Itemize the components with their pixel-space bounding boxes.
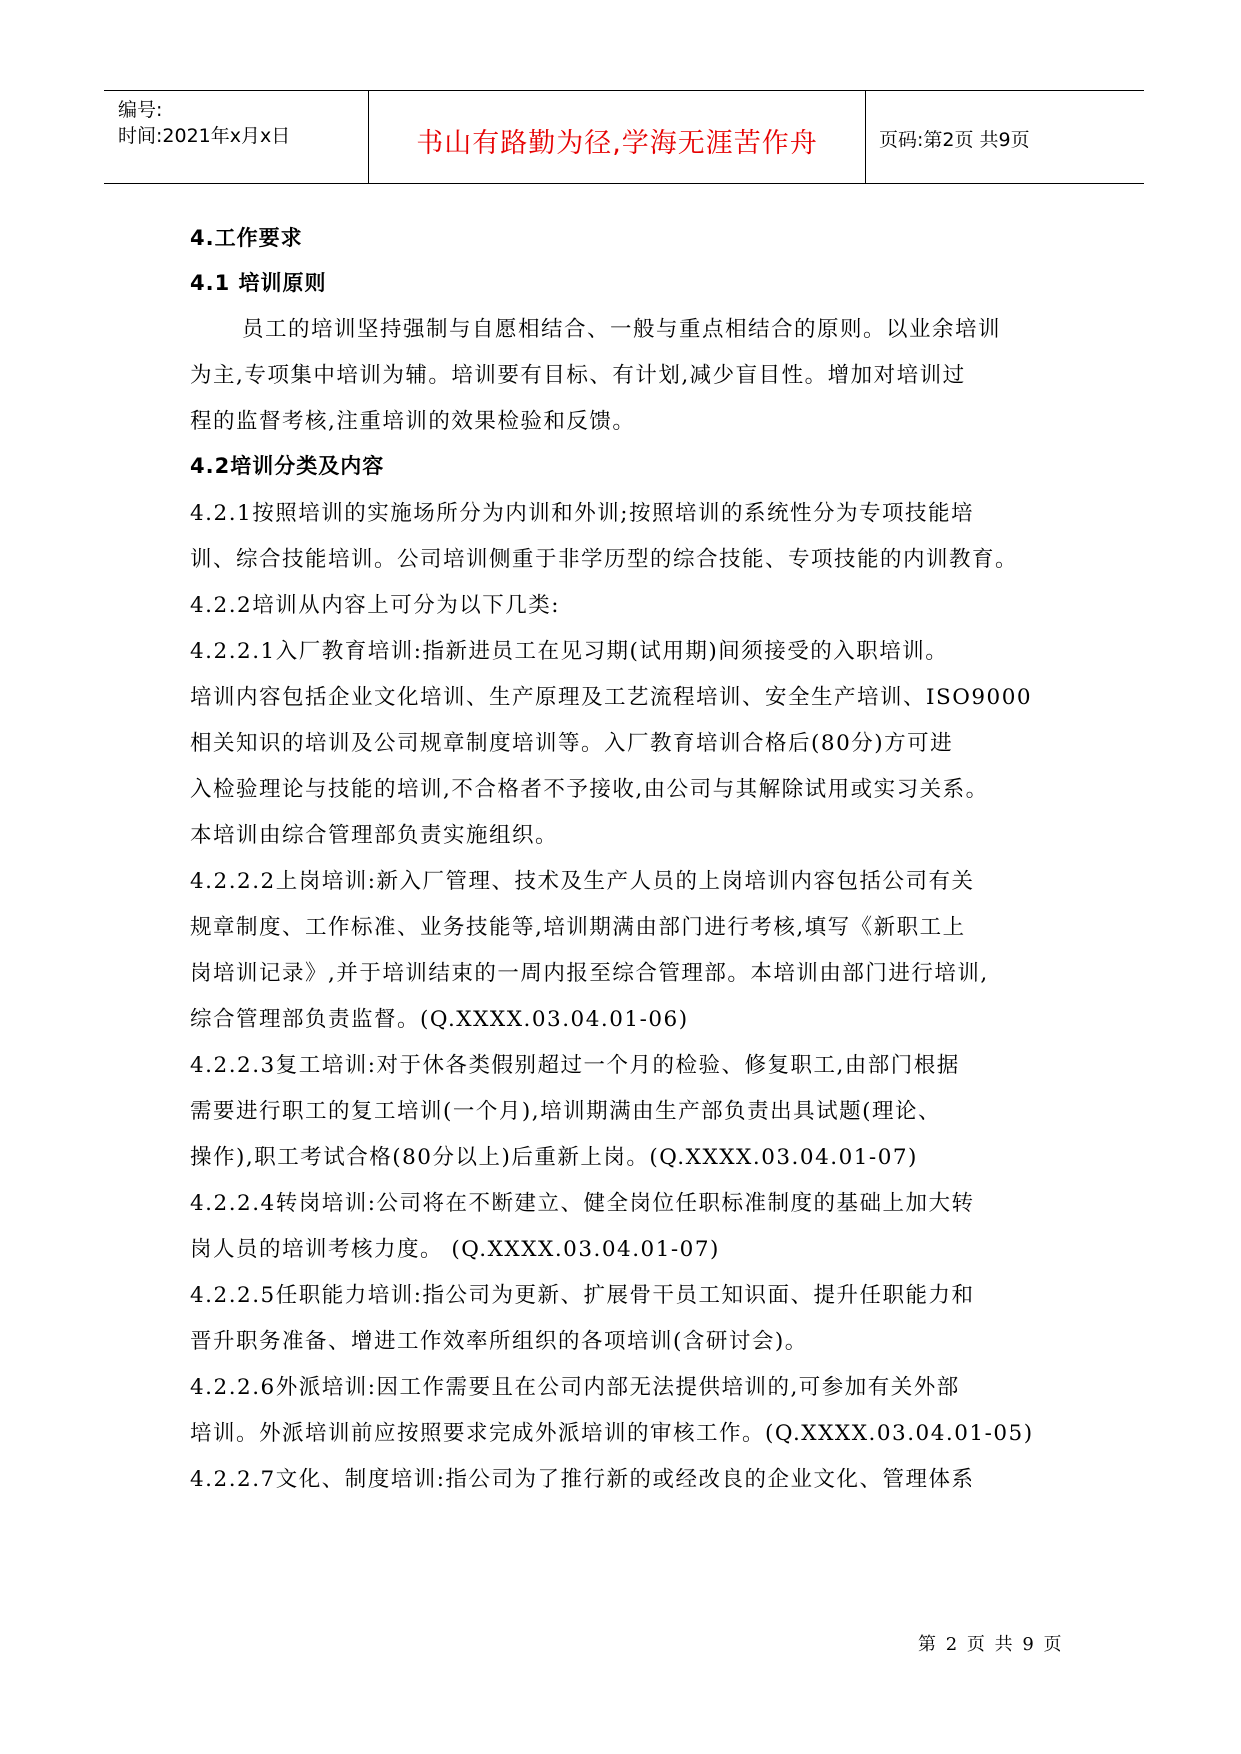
paragraph-line: 岗人员的培训考核力度。 (Q.XXXX.03.04.01-07) <box>190 1237 720 1262</box>
subsection-heading: 4.2培训分类及内容 <box>190 454 385 478</box>
header-motto: 书山有路勤为径,学海无涯苦作舟 <box>416 128 818 159</box>
paragraph-line: 为主,专项集中培训为辅。培训要有目标、有计划,减少盲目性。增加对培训过 <box>190 363 966 388</box>
document-time-label: 时间:2021年x月x日 <box>118 125 291 147</box>
paragraph-line: 相关知识的培训及公司规章制度培训等。入厂教育培训合格后(80分)方可进 <box>190 731 954 756</box>
subsection-heading: 4.1 培训原则 <box>190 271 327 295</box>
paragraph-line: 4.2.2.7文化、制度培训:指公司为了推行新的或经改良的企业文化、管理体系 <box>190 1467 975 1492</box>
footer-page-number: 第 2 页 共 9 页 <box>918 1634 1064 1655</box>
paragraph-line: 综合管理部负责监督。(Q.XXXX.03.04.01-06) <box>190 1007 689 1032</box>
paragraph-line: 入检验理论与技能的培训,不合格者不予接收,由公司与其解除试用或实习关系。 <box>190 777 989 802</box>
paragraph-line: 员工的培训坚持强制与自愿相结合、一般与重点相结合的原则。以业余培训 <box>242 317 1002 342</box>
paragraph-line: 操作),职工考试合格(80分以上)后重新上岗。(Q.XXXX.03.04.01-07) <box>190 1145 918 1170</box>
paragraph-line: 晋升职务准备、增进工作效率所组织的各项培训(含研讨会)。 <box>190 1329 808 1354</box>
paragraph-line: 4.2.2.5任职能力培训:指公司为更新、扩展骨干员工知识面、提升任职能力和 <box>190 1283 975 1308</box>
header-meta-cell <box>104 91 369 183</box>
paragraph-line: 培训。外派培训前应按照要求完成外派培训的审核工作。(Q.XXXX.03.04.01-05) <box>190 1421 1034 1446</box>
page-header <box>104 90 1144 184</box>
document-number-label: 编号: <box>118 99 163 121</box>
paragraph-line: 本培训由综合管理部负责实施组织。 <box>190 823 559 848</box>
paragraph-line: 4.2.2.6外派培训:因工作需要且在公司内部无法提供培训的,可参加有关外部 <box>190 1375 960 1400</box>
paragraph-line: 训、综合技能培训。公司培训侧重于非学历型的综合技能、专项技能的内训教育。 <box>190 547 1019 572</box>
paragraph-line: 4.2.2.2上岗培训:新入厂管理、技术及生产人员的上岗培训内容包括公司有关 <box>190 869 975 894</box>
header-motto-cell <box>369 91 866 183</box>
paragraph-line: 4.2.2.1入厂教育培训:指新进员工在见习期(试用期)间须接受的入职培训。 <box>190 639 949 664</box>
paragraph-line: 4.2.1按照培训的实施场所分为内训和外训;按照培训的系统性分为专项技能培 <box>190 501 974 526</box>
paragraph-line: 4.2.2.4转岗培训:公司将在不断建立、健全岗位任职标准制度的基础上加大转 <box>190 1191 975 1216</box>
paragraph-line: 程的监督考核,注重培训的效果检验和反馈。 <box>190 409 636 434</box>
header-page-cell <box>867 91 1144 183</box>
paragraph-line: 培训内容包括企业文化培训、生产原理及工艺流程培训、安全生产培训、ISO9000 <box>190 685 1033 710</box>
paragraph-line: 4.2.2培训从内容上可分为以下几类: <box>190 593 560 618</box>
paragraph-line: 4.2.2.3复工培训:对于休各类假别超过一个月的检验、修复职工,由部门根据 <box>190 1053 960 1078</box>
paragraph-line: 规章制度、工作标准、业务技能等,培训期满由部门进行考核,填写《新职工上 <box>190 915 966 940</box>
section-heading: 4.工作要求 <box>190 226 303 250</box>
paragraph-line: 需要进行职工的复工培训(一个月),培训期满由生产部负责出具试题(理论、 <box>190 1099 942 1124</box>
header-page-number: 页码:第2页 共9页 <box>879 129 1030 151</box>
paragraph-line: 岗培训记录》,并于培训结束的一周内报至综合管理部。本培训由部门进行培训, <box>190 961 989 986</box>
